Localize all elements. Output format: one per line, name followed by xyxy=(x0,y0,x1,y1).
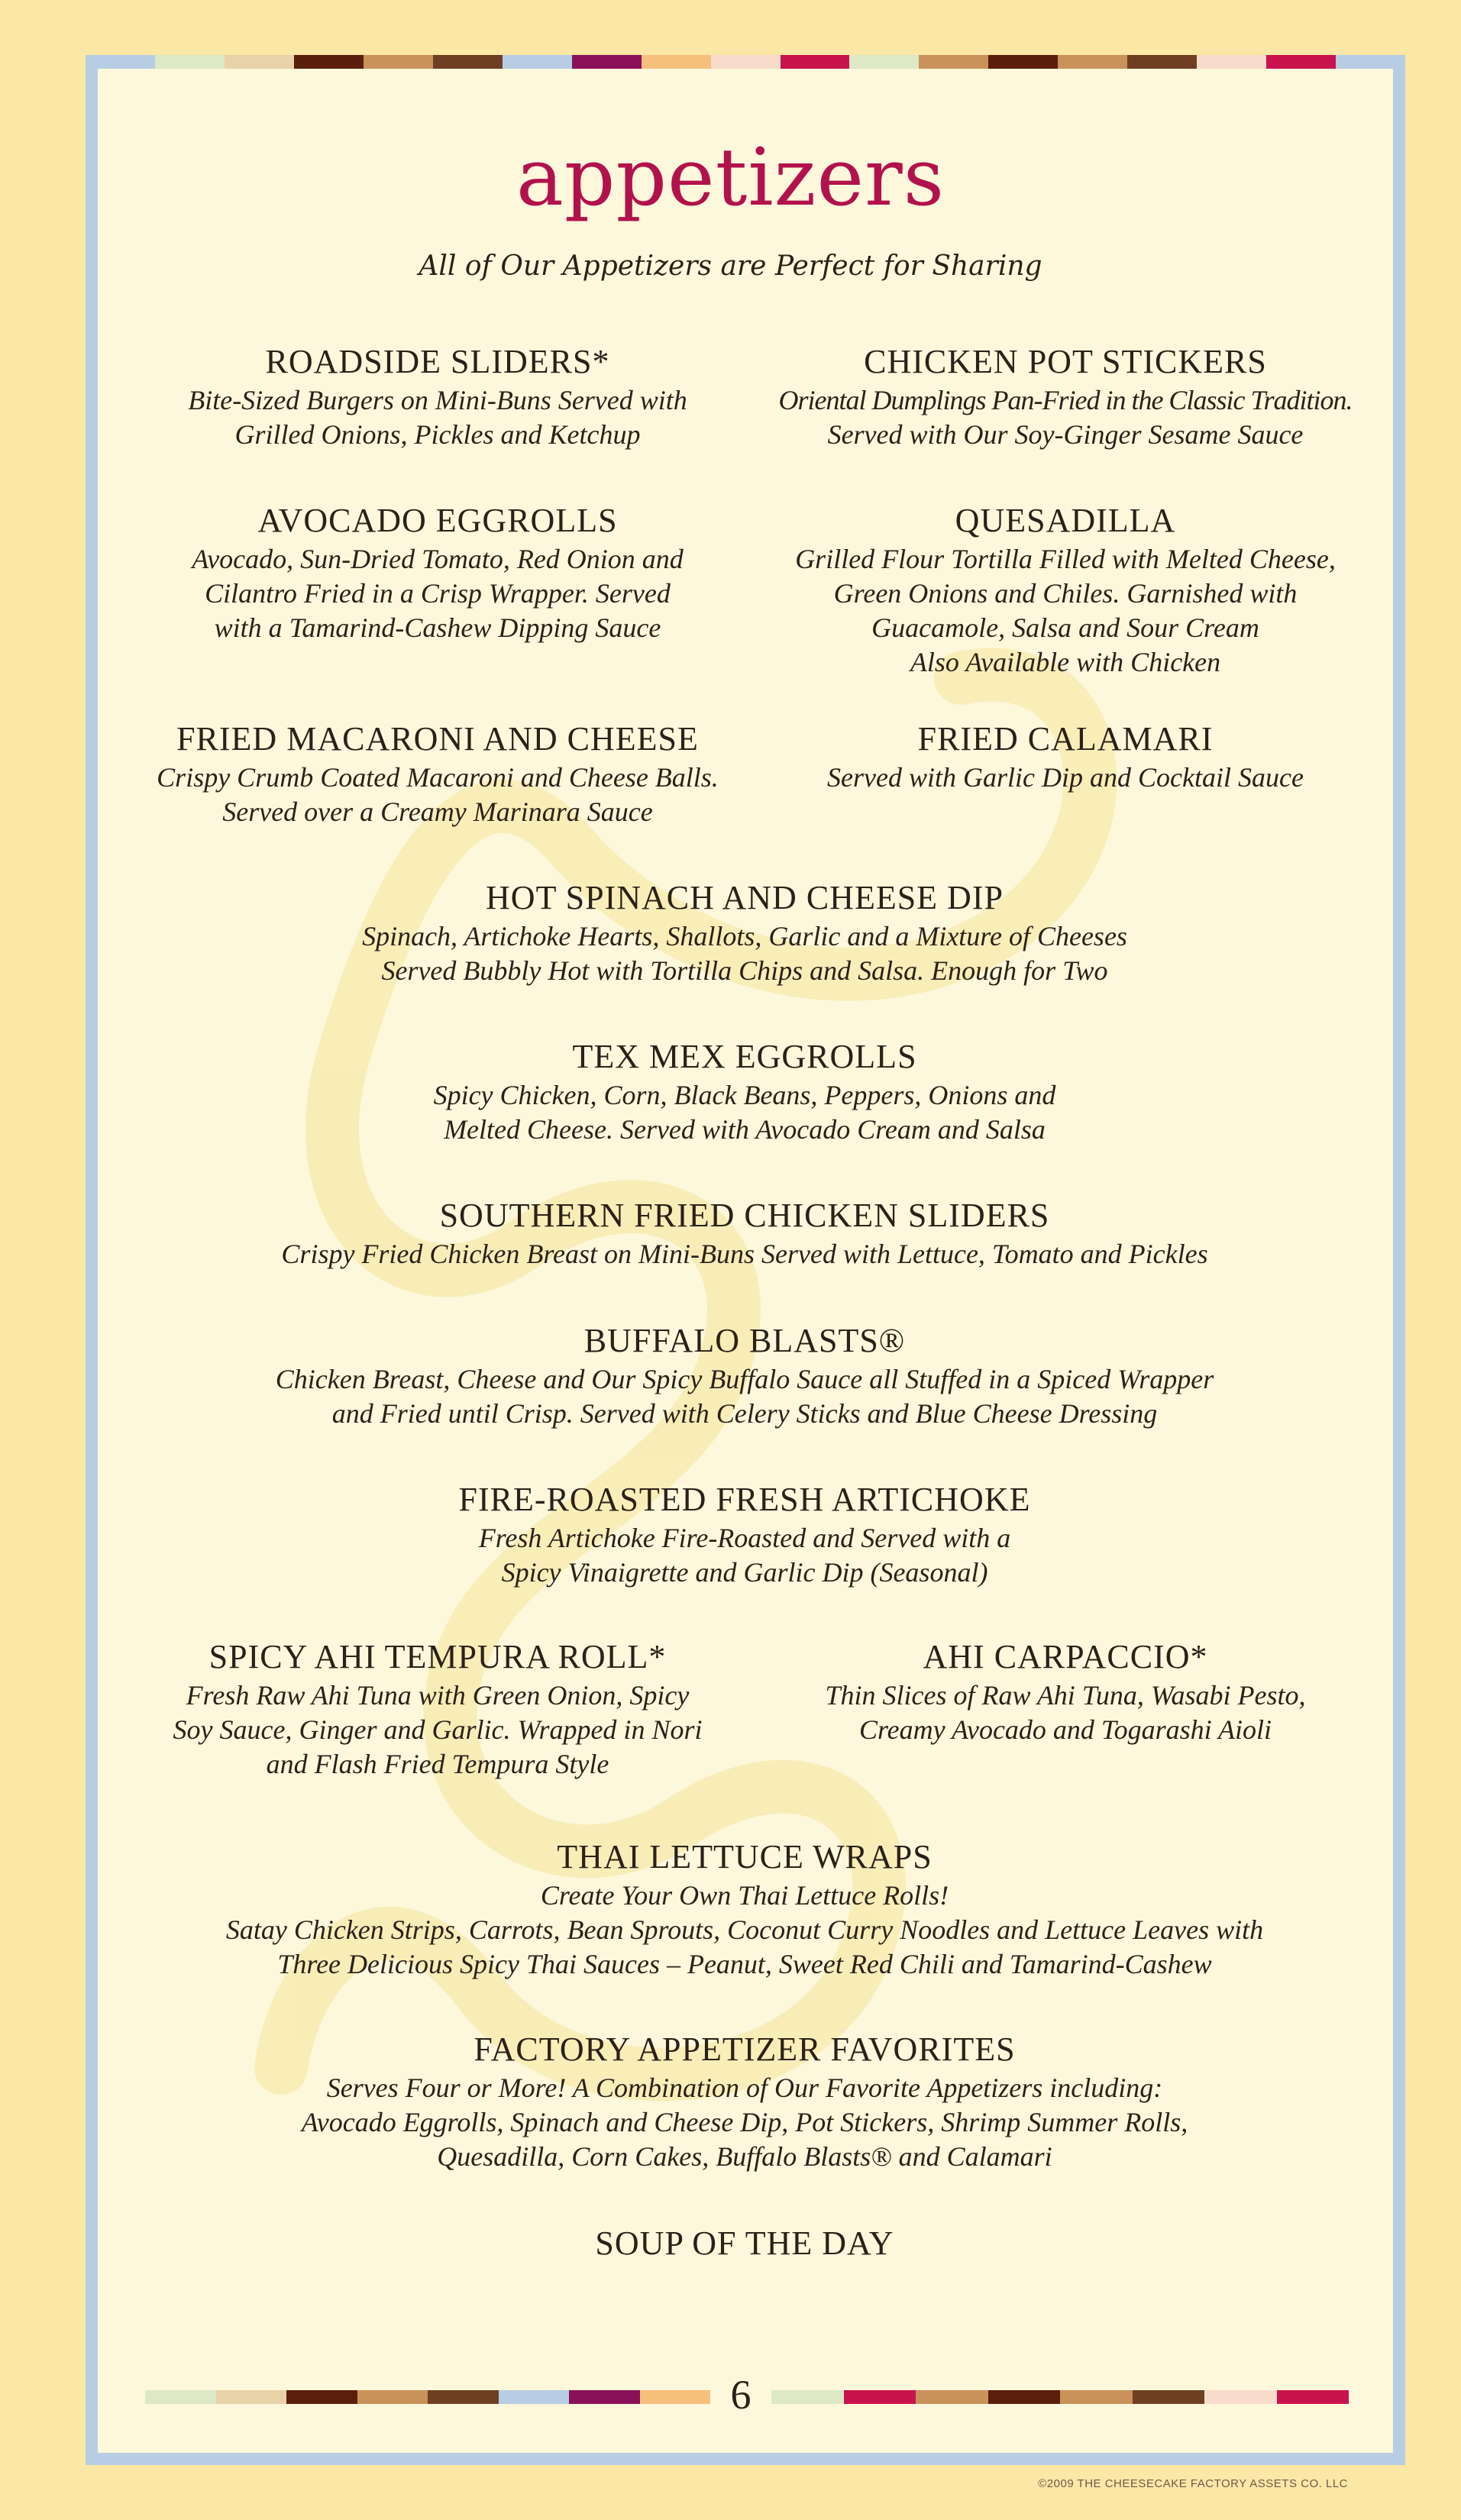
menu-item-ahi-carpaccio xyxy=(756,1636,1375,1747)
item-desc-line: Creamy Avocado and Togarashi Aioli xyxy=(858,1714,1272,1745)
item-desc-line: Spicy Chicken, Corn, Black Beans, Peppers, Onions and xyxy=(433,1080,1056,1110)
stripe-segment xyxy=(294,55,364,69)
item-desc-line: Create Your Own Thai Lettuce Rolls! xyxy=(540,1880,949,1911)
stripe-segment xyxy=(357,2390,428,2404)
item-name: FACTORY APPETIZER FAVORITES xyxy=(474,2031,1016,2068)
item-desc-line: Grilled Flour Tortilla Filled with Melted Cheese, xyxy=(795,544,1336,574)
item-desc-line: with a Tamarind-Cashew Dipping Sauce xyxy=(214,612,661,643)
item-desc-line: Avocado Eggrolls, Spinach and Cheese Dip, Pot Stickers, Shrimp Summer Rolls, xyxy=(301,2107,1188,2137)
stripe-segment xyxy=(1336,55,1405,69)
stripe-segment xyxy=(216,2390,287,2404)
stripe-segment xyxy=(1277,2390,1349,2404)
stripe-segment xyxy=(225,55,294,69)
item-name: FRIED MACARONI AND CHEESE xyxy=(176,720,699,758)
item-desc-line: Also Available with Chicken xyxy=(910,647,1221,677)
stripe-segment xyxy=(771,2390,844,2404)
item-name: FRIED CALAMARI xyxy=(917,720,1214,758)
item-desc-line: Thin Slices of Raw Ahi Tuna, Wasabi Pesto, xyxy=(825,1680,1306,1711)
stripe-segment xyxy=(1204,2390,1277,2404)
item-name: SOUP OF THE DAY xyxy=(595,2224,894,2262)
item-desc-line: Spicy Vinaigrette and Garlic Dip (Seasonal) xyxy=(501,1557,988,1588)
item-desc-line: Cilantro Fried in a Crisp Wrapper. Served xyxy=(205,578,671,609)
item-name: THAI LETTUCE WRAPS xyxy=(557,1838,933,1875)
stripe-segment xyxy=(1127,55,1197,69)
stripe-segment xyxy=(988,2390,1061,2404)
stripe-segment xyxy=(640,2390,711,2404)
stripe-segment xyxy=(1197,55,1266,69)
stripe-segment xyxy=(503,55,572,69)
item-desc-line: Chicken Breast, Cheese and Our Spicy Buffalo Sauce all Stuffed in a Spiced Wrapper xyxy=(275,1364,1214,1394)
item-name: QUESADILLA xyxy=(955,502,1176,539)
item-name: ROADSIDE SLIDERS* xyxy=(265,343,610,380)
bottom-left-color-stripe xyxy=(145,2390,710,2404)
page-subtitle: All of Our Appetizers are Perfect for Sharing xyxy=(419,250,1042,282)
stripe-segment xyxy=(569,2390,640,2404)
menu-item-spicy-ahi-tempura-roll xyxy=(115,1636,761,1782)
menu-item-buffalo-blasts xyxy=(115,1320,1375,1431)
item-desc-line: Bite-Sized Burgers on Mini-Buns Served with xyxy=(188,385,687,415)
menu-item-quesadilla xyxy=(756,499,1375,680)
item-name: AHI CARPACCIO* xyxy=(923,1638,1208,1675)
menu-item-fried-macaroni-and-cheese xyxy=(115,718,761,829)
menu-item-tex-mex-eggrolls xyxy=(115,1035,1375,1147)
menu-item-fried-calamari xyxy=(756,718,1375,795)
item-desc-line: Grilled Onions, Pickles and Ketchup xyxy=(234,419,641,450)
item-desc-line: Guacamole, Salsa and Sour Cream xyxy=(871,612,1259,643)
menu-item-fire-roasted-fresh-artichoke xyxy=(115,1478,1375,1590)
menu-item-southern-fried-chicken-sliders xyxy=(115,1194,1375,1271)
item-desc-line: Fresh Raw Ahi Tuna with Green Onion, Spicy xyxy=(186,1680,690,1711)
item-desc-line: Served over a Creamy Marinara Sauce xyxy=(222,796,653,827)
stripe-segment xyxy=(86,55,155,69)
item-desc-line: Fresh Artichoke Fire-Roasted and Served with a xyxy=(478,1523,1011,1553)
item-desc-line: Three Delicious Spicy Thai Sauces – Peanut, Sweet Red Chili and Tamarind-Cashew xyxy=(277,1949,1212,1979)
menu-item-avocado-eggrolls xyxy=(115,499,761,645)
item-desc-line: and Fried until Crisp. Served with Celery Sticks and Blue Cheese Dressing xyxy=(331,1398,1158,1429)
top-color-stripe xyxy=(86,55,1405,69)
stripe-segment xyxy=(155,55,225,69)
stripe-segment xyxy=(428,2390,499,2404)
menu-item-hot-spinach-and-cheese-dip xyxy=(115,877,1375,988)
item-desc-line: Oriental Dumplings Pan-Fried in the Classic Tradition. xyxy=(778,385,1353,415)
stripe-segment xyxy=(919,55,988,69)
menu-item-roadside-sliders xyxy=(115,341,761,452)
item-name: SOUTHERN FRIED CHICKEN SLIDERS xyxy=(439,1197,1050,1234)
item-desc-line: Served with Garlic Dip and Cocktail Sauce xyxy=(827,762,1304,793)
menu-item-thai-lettuce-wraps xyxy=(115,1836,1375,1982)
stripe-segment xyxy=(844,2390,916,2404)
page-number: 6 xyxy=(730,2372,752,2418)
stripe-segment xyxy=(1133,2390,1205,2404)
stripe-segment xyxy=(572,55,642,69)
stripe-segment xyxy=(499,2390,570,2404)
item-name: BUFFALO BLASTS® xyxy=(583,1322,906,1359)
menu-item-chicken-pot-stickers xyxy=(756,341,1375,452)
stripe-segment xyxy=(711,55,781,69)
item-name: CHICKEN POT STICKERS xyxy=(864,343,1267,380)
bottom-right-color-stripe xyxy=(771,2390,1349,2404)
item-name: AVOCADO EGGROLLS xyxy=(257,502,618,539)
item-desc-line: Spinach, Artichoke Hearts, Shallots, Garlic and a Mixture of Cheeses xyxy=(362,921,1127,951)
item-desc-line: Melted Cheese. Served with Avocado Cream and Salsa xyxy=(444,1114,1046,1145)
stripe-segment xyxy=(916,2390,988,2404)
item-name: TEX MEX EGGROLLS xyxy=(572,1038,917,1075)
item-desc-line: Satay Chicken Strips, Carrots, Bean Sprouts, Coconut Curry Noodles and Lettuce Leaves with xyxy=(225,1914,1264,1945)
item-desc-line: and Flash Fried Tempura Style xyxy=(266,1749,609,1779)
item-desc-line: Serves Four or More! A Combination of Our Favorite Appetizers including: xyxy=(326,2073,1163,2103)
stripe-segment xyxy=(642,55,711,69)
item-desc-line: Soy Sauce, Ginger and Garlic. Wrapped in Nori xyxy=(173,1714,703,1745)
menu-item-soup-of-the-day xyxy=(115,2222,1375,2265)
stripe-segment xyxy=(1266,55,1336,69)
stripe-segment xyxy=(1058,55,1127,69)
copyright-notice: ©2009 THE CHEESECAKE FACTORY ASSETS CO. LLC xyxy=(1038,2477,1348,2490)
item-name: SPICY AHI TEMPURA ROLL* xyxy=(208,1638,667,1675)
item-desc-line: Crispy Crumb Coated Macaroni and Cheese Balls. xyxy=(157,762,719,793)
stripe-segment xyxy=(145,2390,216,2404)
stripe-segment xyxy=(849,55,919,69)
stripe-segment xyxy=(781,55,850,69)
stripe-segment xyxy=(286,2390,357,2404)
stripe-segment xyxy=(433,55,503,69)
stripe-segment xyxy=(988,55,1058,69)
item-desc-line: Avocado, Sun-Dried Tomato, Red Onion and xyxy=(192,544,684,574)
item-desc-line: Green Onions and Chiles. Garnished with xyxy=(833,578,1298,609)
menu-item-factory-appetizer-favorites xyxy=(115,2028,1375,2174)
item-desc-line: Quesadilla, Corn Cakes, Buffalo Blasts® and Calamari xyxy=(437,2141,1052,2172)
item-name: HOT SPINACH AND CHEESE DIP xyxy=(486,879,1004,916)
page-title: appetizers xyxy=(516,131,945,224)
item-desc-line: Served with Our Soy-Ginger Sesame Sauce xyxy=(827,419,1304,450)
item-name: FIRE-ROASTED FRESH ARTICHOKE xyxy=(458,1481,1031,1518)
stripe-segment xyxy=(1060,2390,1133,2404)
stripe-segment xyxy=(364,55,433,69)
item-desc-line: Crispy Fried Chicken Breast on Mini-Buns Served with Lettuce, Tomato and Pickles xyxy=(281,1239,1208,1269)
item-desc-line: Served Bubbly Hot with Tortilla Chips and Salsa. Enough for Two xyxy=(381,955,1108,986)
